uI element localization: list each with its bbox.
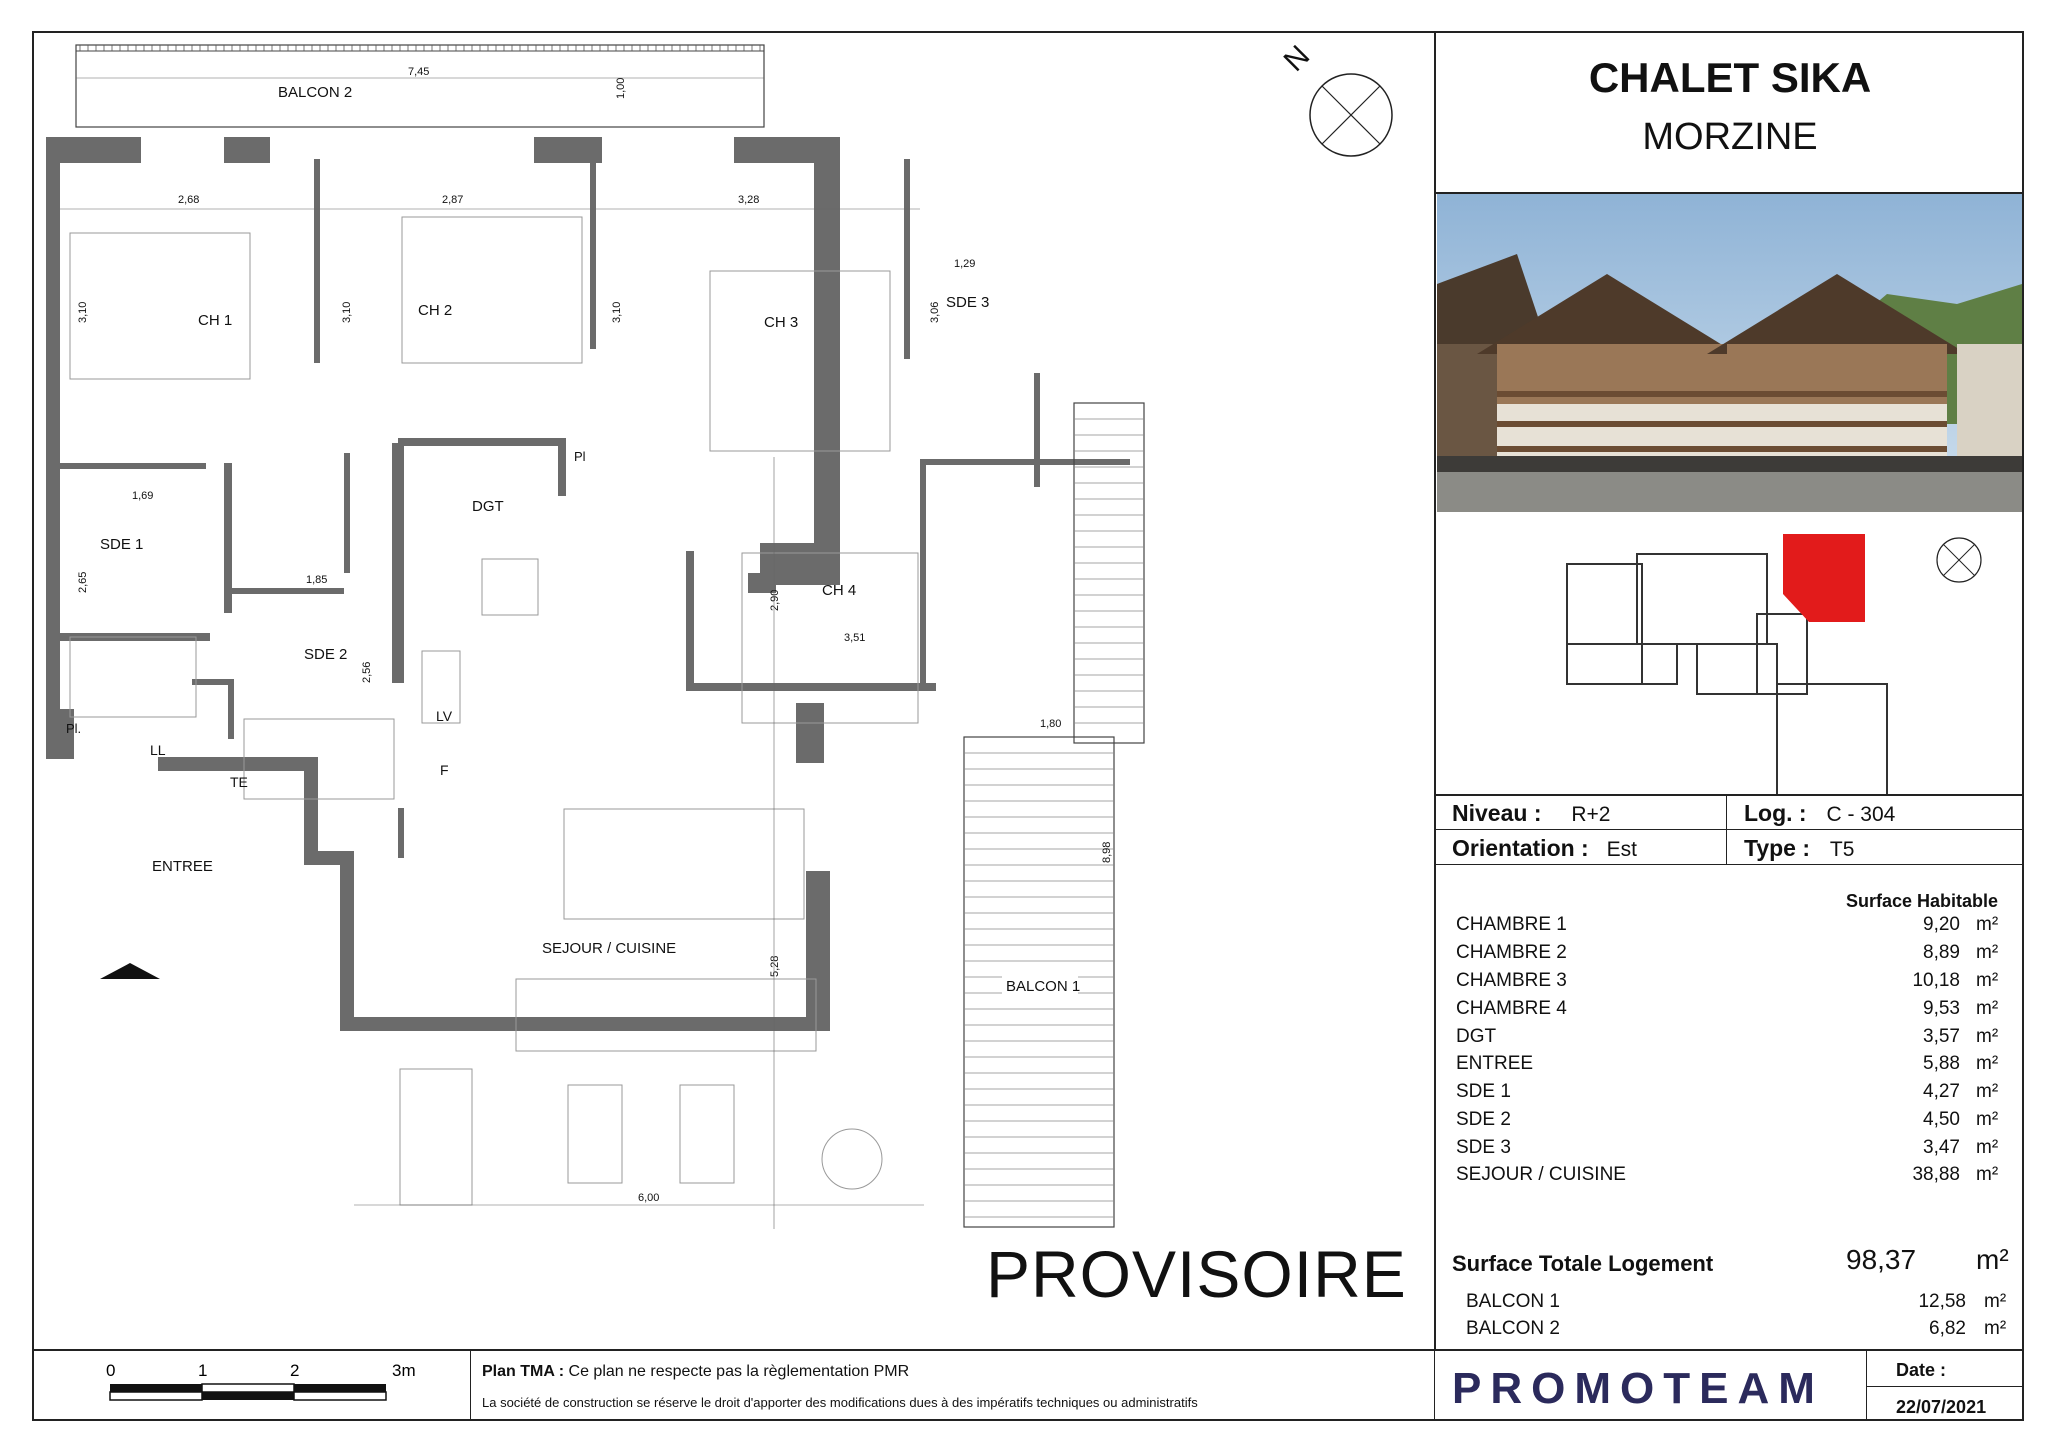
balcon-1-label: BALCON 1 bbox=[1006, 978, 1081, 995]
info-divider-1 bbox=[1434, 829, 2024, 830]
keyplan-divider bbox=[1434, 794, 2024, 796]
niveau-label: Niveau : bbox=[1452, 800, 1542, 826]
promoteam-logo: PROMOTEAM bbox=[1452, 1364, 1824, 1413]
dim-3-10-b: 3,10 bbox=[341, 301, 353, 323]
info-divider-2 bbox=[1434, 864, 2024, 865]
date-divider bbox=[1866, 1386, 2024, 1387]
balcony-unit: m² bbox=[1984, 1291, 2007, 1312]
scale-tick-2: 2 bbox=[290, 1361, 300, 1380]
dim-3-06: 3,06 bbox=[929, 301, 941, 323]
balcony-unit: m² bbox=[1984, 1318, 2007, 1339]
dim-3-10-a: 3,10 bbox=[77, 301, 89, 323]
footer-col-divider-3 bbox=[1866, 1349, 1867, 1421]
room-value: 9,53 bbox=[1923, 998, 1960, 1019]
te-label: TE bbox=[230, 774, 248, 790]
room-value: 9,20 bbox=[1923, 914, 1960, 935]
log-value: C - 304 bbox=[1826, 803, 1896, 826]
room-value: 8,89 bbox=[1923, 942, 1960, 963]
key-plan bbox=[1437, 514, 2022, 794]
entry-arrow-icon bbox=[100, 963, 160, 979]
lv-label: LV bbox=[436, 708, 453, 724]
surface-total-unit: m² bbox=[1976, 1244, 2009, 1275]
sde2-label: SDE 2 bbox=[304, 646, 348, 663]
furniture bbox=[70, 217, 918, 1205]
floor-plan bbox=[34, 33, 1434, 1353]
room-labels bbox=[66, 294, 989, 957]
sejour-label: SEJOUR / CUISINE bbox=[542, 940, 677, 957]
title-block-divider bbox=[1434, 31, 1436, 1351]
room-unit: m² bbox=[1976, 970, 1999, 991]
balcony-name: BALCON 2 bbox=[1466, 1318, 1560, 1339]
scale-tick-0: 0 bbox=[106, 1361, 116, 1380]
log-label: Log. : bbox=[1744, 800, 1807, 826]
scale-tick-1: 1 bbox=[198, 1361, 208, 1380]
date-value: 22/07/2021 bbox=[1896, 1397, 1987, 1417]
niveau-row bbox=[1452, 800, 1610, 827]
dim-3-28: 3,28 bbox=[738, 194, 760, 206]
room-name: CHAMBRE 1 bbox=[1456, 914, 1567, 935]
ch2-label: CH 2 bbox=[418, 302, 453, 319]
pl-label-2: Pl bbox=[574, 449, 586, 464]
pl-label-1: Pl. bbox=[66, 721, 82, 736]
info-col-divider bbox=[1726, 794, 1727, 864]
room-name: ENTREE bbox=[1456, 1053, 1534, 1074]
dim-2-87: 2,87 bbox=[442, 194, 464, 206]
dim-2-56: 2,56 bbox=[361, 661, 373, 683]
balcony-value: 6,82 bbox=[1929, 1318, 1966, 1339]
balcony-value: 12,58 bbox=[1918, 1291, 1966, 1312]
balcon-1 bbox=[964, 403, 1144, 1227]
dim-7-45: 7,45 bbox=[408, 66, 430, 78]
sde1-label: SDE 1 bbox=[100, 536, 144, 553]
dgt-label: DGT bbox=[472, 498, 504, 515]
balcon-2-label: BALCON 2 bbox=[278, 84, 353, 101]
dim-2-90: 2,90 bbox=[769, 589, 781, 611]
room-value: 4,50 bbox=[1923, 1109, 1960, 1130]
log-row bbox=[1744, 800, 1895, 827]
f-label: F bbox=[440, 762, 449, 778]
surface-total-value: 98,37 bbox=[1846, 1244, 1917, 1275]
room-unit: m² bbox=[1976, 942, 1999, 963]
balcon-2 bbox=[76, 45, 764, 127]
plan-tma-label: Plan TMA : bbox=[482, 1363, 565, 1380]
surface-habitable-header: Surface Habitable bbox=[1846, 891, 1999, 911]
room-name: SDE 1 bbox=[1456, 1081, 1511, 1102]
dim-3-10-c: 3,10 bbox=[611, 301, 623, 323]
room-unit: m² bbox=[1976, 1137, 1999, 1158]
room-unit: m² bbox=[1976, 1053, 1999, 1074]
room-unit: m² bbox=[1976, 1081, 1999, 1102]
niveau-value: R+2 bbox=[1571, 803, 1611, 826]
ch1-label: CH 1 bbox=[198, 312, 233, 329]
room-value: 38,88 bbox=[1912, 1164, 1960, 1185]
dim-2-68: 2,68 bbox=[178, 194, 200, 206]
date-label: Date : bbox=[1896, 1360, 1947, 1380]
type-value: T5 bbox=[1829, 838, 1855, 861]
dim-1-29: 1,29 bbox=[954, 258, 976, 270]
orientation-row bbox=[1452, 835, 1637, 862]
surface-total-label: Surface Totale Logement bbox=[1452, 1251, 1714, 1276]
footer-col-divider-1 bbox=[470, 1349, 471, 1421]
ch3-label: CH 3 bbox=[764, 314, 799, 331]
building-render-image bbox=[1437, 194, 2022, 512]
room-name: CHAMBRE 3 bbox=[1456, 970, 1567, 991]
north-compass-icon bbox=[1278, 39, 1392, 156]
room-unit: m² bbox=[1976, 1109, 1999, 1130]
room-name: SDE 2 bbox=[1456, 1109, 1511, 1130]
dim-6-00: 6,00 bbox=[638, 1192, 660, 1204]
room-unit: m² bbox=[1976, 998, 1999, 1019]
dim-8-98: 8,98 bbox=[1101, 841, 1113, 863]
ch4-label: CH 4 bbox=[822, 582, 857, 599]
entree-label: ENTREE bbox=[152, 858, 213, 875]
disclaimer-text: La société de construction se réserve le droit d'apporter des modifications dues à des impératifs techniques ou administratifs bbox=[482, 1395, 1198, 1410]
dim-3-51: 3,51 bbox=[844, 632, 866, 644]
footer-col-divider-2 bbox=[1434, 1349, 1435, 1421]
sde3-label: SDE 3 bbox=[946, 294, 990, 311]
dim-1-00: 1,00 bbox=[615, 77, 627, 99]
ll-label: LL bbox=[150, 742, 166, 758]
room-value: 5,88 bbox=[1923, 1053, 1960, 1074]
dim-1-85: 1,85 bbox=[306, 574, 328, 586]
apartment-highlight bbox=[1783, 534, 1865, 622]
project-title: CHALET SIKA bbox=[1588, 54, 1872, 101]
orientation-value: Est bbox=[1606, 838, 1637, 861]
type-label: Type : bbox=[1744, 835, 1811, 861]
room-name: CHAMBRE 2 bbox=[1456, 942, 1567, 963]
room-name: SEJOUR / CUISINE bbox=[1456, 1164, 1626, 1185]
keyplan-compass-icon bbox=[1937, 538, 1981, 582]
room-unit: m² bbox=[1976, 1164, 1999, 1185]
room-unit: m² bbox=[1976, 914, 1999, 935]
dim-1-80: 1,80 bbox=[1040, 718, 1062, 730]
room-unit: m² bbox=[1976, 1026, 1999, 1047]
balcony-name: BALCON 1 bbox=[1466, 1291, 1560, 1312]
plan-tma-text: Ce plan ne respecte pas la règlementation PMR bbox=[568, 1363, 910, 1380]
room-value: 10,18 bbox=[1912, 970, 1960, 991]
room-name: DGT bbox=[1456, 1026, 1497, 1047]
dim-2-65: 2,65 bbox=[77, 571, 89, 593]
dim-1-69: 1,69 bbox=[132, 490, 154, 502]
room-name: CHAMBRE 4 bbox=[1456, 998, 1567, 1019]
type-row bbox=[1744, 835, 1854, 862]
project-location: MORZINE bbox=[1642, 116, 1818, 158]
scale-tick-3: 3m bbox=[392, 1361, 416, 1380]
room-value: 3,47 bbox=[1923, 1137, 1960, 1158]
dim-5-28: 5,28 bbox=[769, 955, 781, 977]
orientation-label: Orientation : bbox=[1452, 835, 1589, 861]
plan-tma-note bbox=[482, 1363, 909, 1381]
room-name: SDE 3 bbox=[1456, 1137, 1511, 1158]
room-value: 4,27 bbox=[1923, 1081, 1960, 1102]
provisoire-stamp: PROVISOIRE bbox=[986, 1237, 1407, 1311]
north-label: N bbox=[1277, 39, 1317, 78]
room-value: 3,57 bbox=[1923, 1026, 1960, 1047]
scale-bar bbox=[100, 1360, 440, 1410]
